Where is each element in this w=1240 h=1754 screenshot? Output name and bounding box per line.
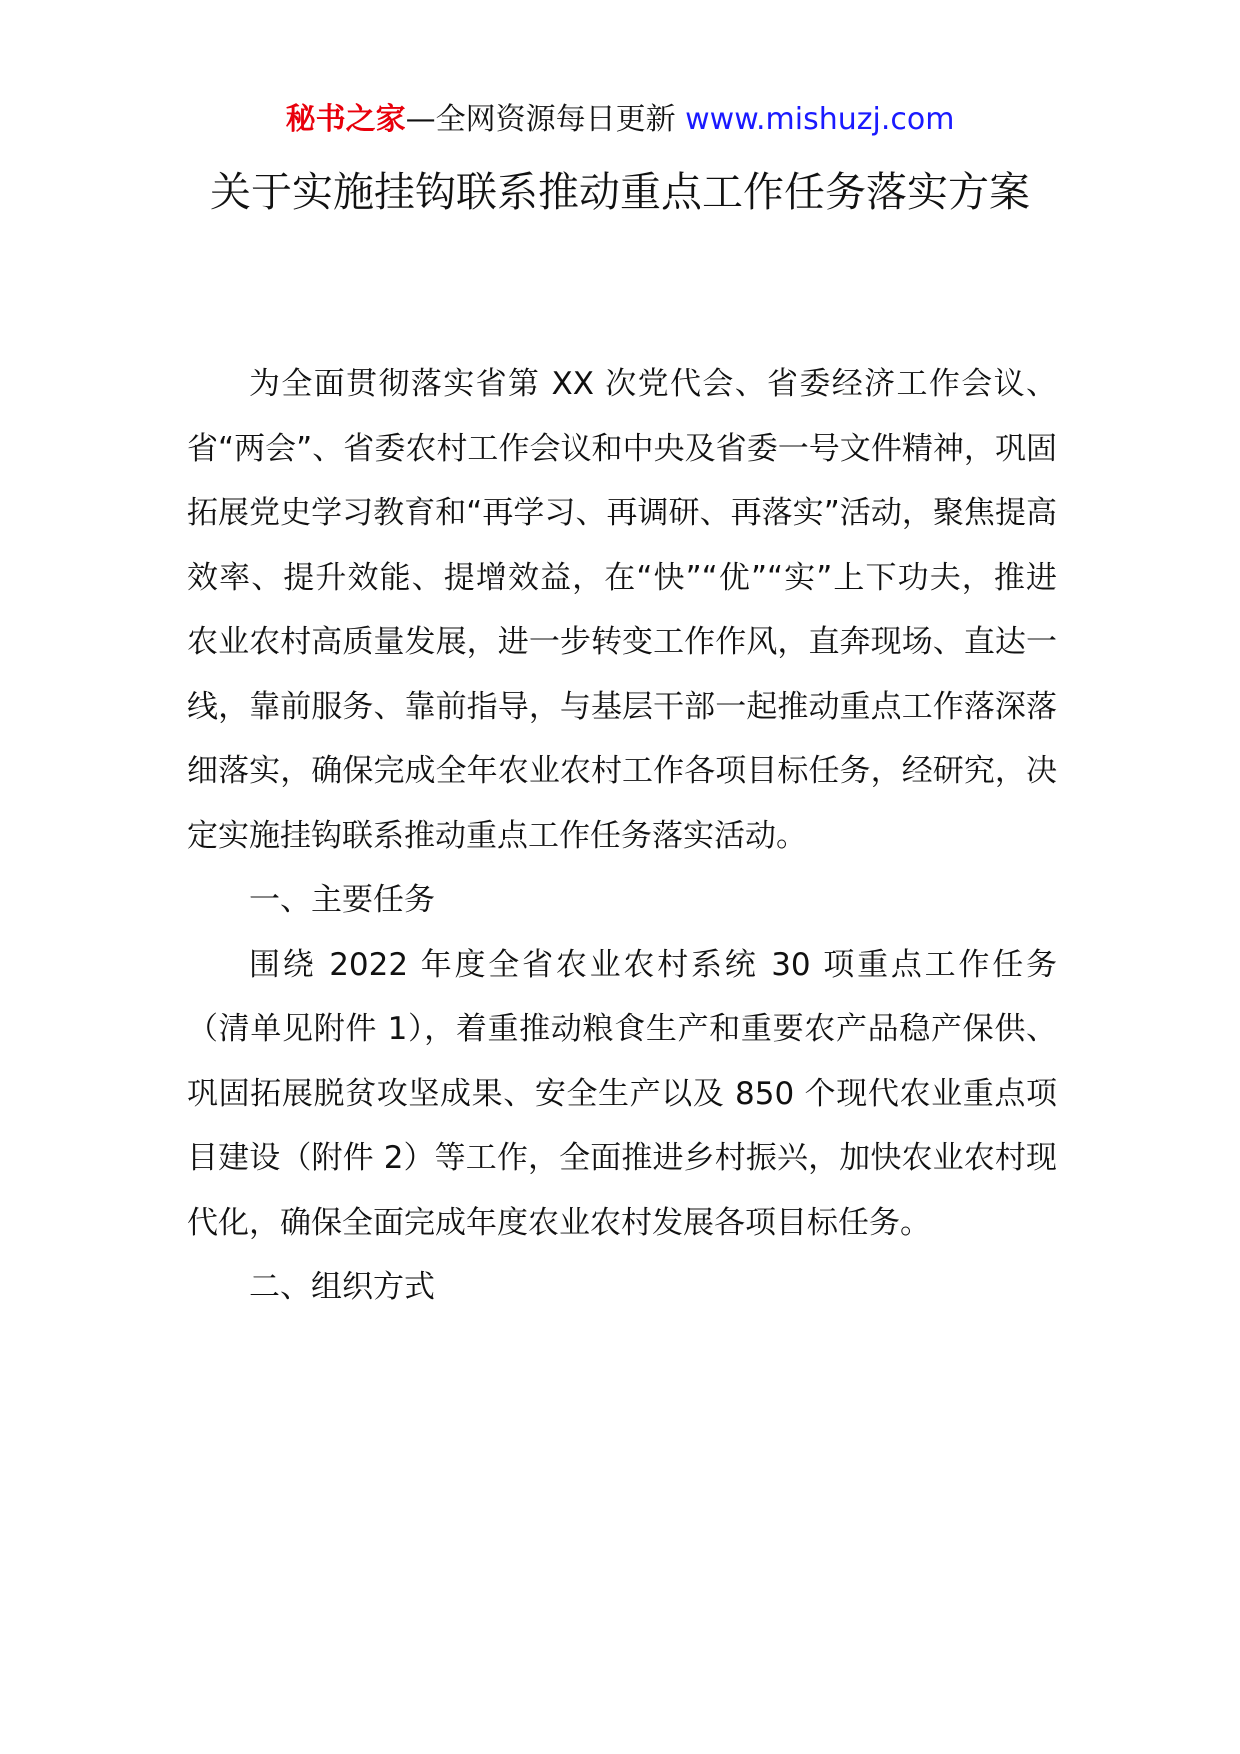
- section-heading-main-tasks: 一、主要任务: [249, 882, 435, 918]
- document-title: 关于实施挂钩联系推动重点工作任务落实方案: [210, 168, 1030, 216]
- intro-paragraph: 为全面贯彻落实省第 XX 次党代会、省委经济工作会议、省“两会”、省委农村工作会议和中央及省委一号文件精神，巩固拓展党史学习教育和“再学习、再调研、再落实”活动，聚焦提高效率、提升效能、提增效益，在“快”“优”“实”上下功夫，推进农业农村高质量发展，进一步转变工作作风，直奔现场、直达一线，靠前服务、靠前指导，与基层干部一起推动重点工作落深落细落实，确保完成全年农业农村工作各项目标任务，经研究，决定实施挂钩联系推动重点工作任务落实活动。: [187, 366, 1057, 854]
- site-link[interactable]: www.mishuzj.com: [685, 102, 955, 137]
- brand-name: 秘书之家: [285, 102, 406, 137]
- section-heading-organization: 二、组织方式: [249, 1269, 435, 1305]
- site-header: [0, 100, 1240, 140]
- document-body: [187, 352, 1057, 1320]
- main-tasks-paragraph: 围绕 2022 年度全省农业农村系统 30 项重点工作任务（清单见附件 1），着重推动粮食生产和重要农产品稳产保供、巩固拓展脱贫攻坚成果、安全生产以及 850 个现代农业重点项目建设（附件 2）等工作，全面推进乡村振兴，加快农业农村现代化，确保全面完成年度农业农村发展各项目标任务。: [187, 946, 1057, 1241]
- header-tagline: —全网资源每日更新: [405, 102, 676, 137]
